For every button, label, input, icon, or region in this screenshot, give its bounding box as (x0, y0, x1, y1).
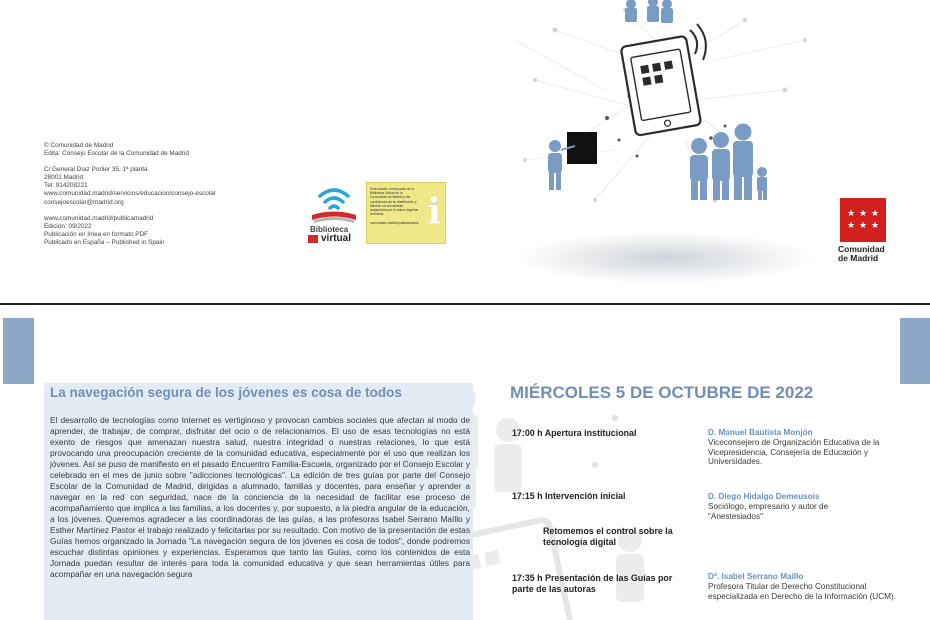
imprint-link[interactable]: www.comunidad.madrid/publicamadrid (44, 214, 154, 222)
svg-text:★: ★ (858, 209, 868, 219)
intro-body: El desarrollo de tecnologías como Internet es vertiginoso y provocan cambios sociales que afectan al modo de aprender, de trabajar, de comprar, disfrutar del ocio o de relacionarnos. El uso de esas tecnologías no está exento de riesgos que amenazan nuestra salud, nuestra integridad o nuestras relaciones, lo que está provocando una preocupación creciente de la comunidad educativa, especialmente por el uso que realizan los jóvenes. Así se puso de manifiesto en el pasado Encuentro Familia-Escuela, organizado por el Consejo Escolar y celebrado en el mes de junio sobre "adicciones tecnológicas". La edición de tres guías por parte del Consejo Escolar de la Comunidad de Madrid, dirigidas a alumnado, familias y docentes, para enseñar y aprender a navegar en la red con seguridad, nace de la conciencia de la necesidad de facilitar ese proceso de acompañamiento que implica a las familias, a los docentes y, por supuesto, a la piedra angular de la educación, a los jóvenes. Queremos agradecer a las coordinadoras de las guías, a las profesoras Isabel Serrano Maíllo y Esther Martínez Pastor el trabajo realizado y felicitarlas por su resultado. Con motivo de la presentación de estas Guías hemos organizado la Jornada "La navegación segura de los jóvenes es cosa de todos", donde podremos escuchar distintas opiniones y experiencias. Esperamos que tanto las Guías, como los contenidos de esta Jornada puedan resultar de interés para toda la comunidad educativa y que sean herramientas útiles para acompañar en una navegación segura (50, 415, 470, 579)
schedule-item-subtitle: Retomemos el control sobre la tecnología digital (543, 526, 673, 547)
event-date-heading: MIÉRCOLES 5 DE OCTUBRE DE 2022 (510, 383, 814, 402)
page-divider (0, 303, 930, 305)
schedule-item-title: 17:00 h Apertura institucional (512, 428, 637, 438)
speaker-name: Dª. Isabel Serrano Maíllo (708, 572, 804, 581)
madrid-mini-flag (308, 235, 318, 243)
svg-text:★: ★ (870, 221, 880, 231)
schedule-item-title: 17:15 h Intervención inicial (512, 491, 626, 501)
madrid-flag-logo (840, 198, 886, 242)
imprint-block (44, 142, 216, 247)
madrid-logo-text (838, 245, 885, 263)
imprint-line: 28001 Madrid (44, 174, 84, 182)
imprint-line: Edición: 09/2022 (44, 222, 92, 230)
stars-icon (840, 198, 886, 242)
imprint-link[interactable]: www.comunidad.madrid/servicios/educacion/consejo-escolar (44, 190, 216, 198)
license-url[interactable]: comunidad.madrid/publicamadrid (370, 220, 419, 225)
speaker-role: Viceconsejero de Organización Educativa de la Vicepresidencia, Consejería de Educación y Universidades. (708, 438, 880, 467)
imprint-line: Edita: Consejo Escolar de la Comunidad de Madrid (44, 150, 189, 158)
license-text-body: Esta versión forma parte de la Biblioteca Virtual de la Comunidad de Madrid y las condiciones de su distribución y difusión se encuentran amparadas por el marco legal de la misma. (370, 187, 419, 217)
info-icon: i (427, 191, 441, 233)
back-cover (0, 0, 930, 300)
svg-text:★: ★ (870, 209, 880, 219)
imprint-line: Tel: 914208221 (44, 182, 88, 190)
speaker-name: D. Manuel Bautista Monjón (708, 428, 813, 437)
virtual-label: virtual (321, 233, 352, 244)
svg-text:★: ★ (846, 221, 856, 231)
imprint-line: Publicación en línea en formato PDF (44, 230, 149, 238)
network-illustration (515, 0, 815, 292)
svg-text:★: ★ (846, 209, 856, 219)
svg-text:★: ★ (858, 221, 868, 231)
page-tab-right (900, 318, 930, 384)
page-tab-left (3, 318, 34, 384)
madrid-logo-line2: de Madrid (838, 253, 879, 263)
license-text (370, 187, 420, 225)
schedule-item-title: 17:35 h Presentación de las Guías por parte de las autoras (512, 573, 673, 594)
imprint-line: C/ General Díaz Porlier 35, 1ª planta (44, 166, 148, 174)
imprint-line: Publicado en España – Published in Spain (44, 238, 165, 246)
intro-title: La navegación segura de los jóvenes es cosa de todos (50, 385, 402, 400)
madrid-logo-line1: Comunidad (838, 244, 885, 254)
imprint-line: © Comunidad de Madrid (44, 142, 114, 149)
speaker-role: Sociólogo, empresario y autor de "Anestesiados" (708, 502, 829, 521)
speaker-name: D. Diego Hidalgo Demeusois (708, 492, 820, 501)
imprint-email[interactable]: consejoescolar@madrid.org (44, 198, 124, 206)
license-notice (366, 182, 446, 244)
speaker-role: Profesora Titular de Derecho Constitucional especializada en Derecho de la Información (UCM). (708, 582, 896, 601)
biblioteca-label: Biblioteca (310, 225, 349, 234)
